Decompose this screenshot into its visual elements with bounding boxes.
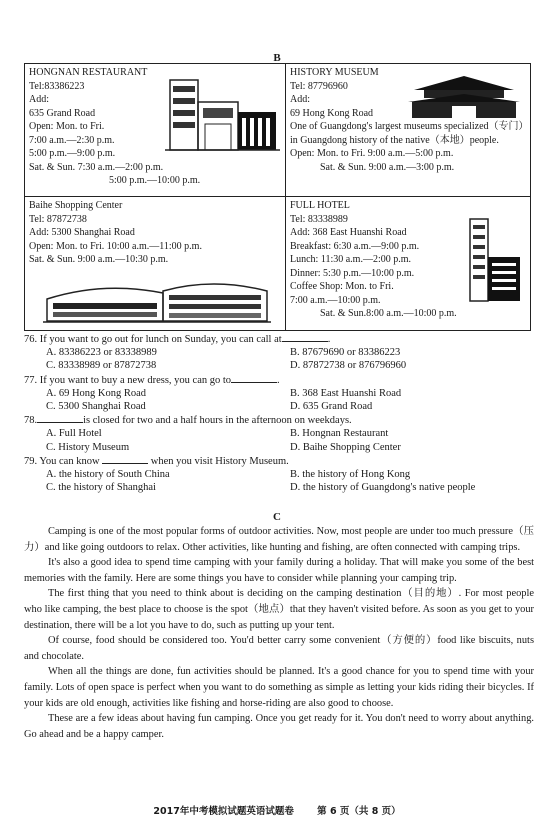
hotel-building-illustration — [464, 217, 524, 303]
museum-description: One of Guangdong's largest museums specialized（专门）in Guangdong history of the native（本地）people. — [290, 121, 524, 146]
option-d: D. 87872738 or 876796960 — [290, 360, 407, 372]
question-stem-post: . — [277, 374, 280, 386]
question-76 — [24, 332, 534, 373]
footer-title: 2017年中考模拟试题英语试题卷 — [153, 806, 294, 817]
option-d: D. 635 Grand Road — [290, 401, 373, 413]
museum-title: HISTORY MUSEUM — [290, 67, 379, 78]
passage-paragraph-5: When all the things are done, fun activities should be planned. It's a good chance for you to spend time with your family. Lots of open space is perfect when you want to do something as simple as letting your kids riding their bicycles. If your kids are old enough, activities like fishing and horse-riding are also good to choose. — [24, 666, 534, 709]
shopping-title: Baihe Shopping Center — [29, 200, 123, 211]
museum-hours-1: Open: Mon. to Fri. 9:00 a.m.—5:00 p.m. — [290, 148, 454, 159]
shopping-hours-1: Open: Mon. to Fri. 10:00 a.m.—11:00 p.m. — [29, 240, 202, 252]
restaurant-hours-2: 5:00 p.m.—9:00 p.m. — [29, 148, 116, 159]
option-c: C. History Museum — [46, 441, 130, 453]
option-d: D. Baihe Shopping Center — [290, 441, 401, 453]
question-78 — [24, 413, 534, 454]
answer-blank — [231, 373, 277, 383]
passage-paragraph-2: It's also a good idea to spend time camping with your family during a holiday. That will make you some of the best memories with the family. Here are some things you have to consider while planning your camping trip. — [24, 557, 534, 584]
question-stem-pre: 76. If you want to go out for lunch on Sunday, you can call at — [24, 334, 282, 345]
museum-tel: Tel: 87796960 — [290, 80, 348, 92]
question-stem-pre: 79. You can know — [24, 455, 100, 467]
question-stem-post: when you visit History Museum. — [150, 455, 289, 467]
shopping-address: Add: 5300 Shanghai Road — [29, 227, 135, 238]
restaurant-add-label: Add: — [29, 94, 49, 105]
museum-hours-2: Sat. & Sun. 9:00 a.m.—3:00 p.m. — [320, 161, 455, 173]
question-79 — [24, 454, 534, 495]
hotel-tel: Tel: 83338989 — [290, 213, 348, 225]
hotel-coffee-hours-2: Sat. & Sun.8:00 a.m.—10:00 p.m. — [320, 308, 457, 319]
option-b: B. Hongnan Restaurant — [290, 428, 389, 440]
option-c: C. the history of Shanghai — [46, 482, 156, 494]
restaurant-building-illustration — [165, 72, 280, 152]
option-d: D. the history of Guangdong's native people — [290, 482, 476, 494]
hotel-breakfast: Breakfast: 6:30 a.m.—9:00 p.m. — [290, 240, 420, 252]
question-stem-pre: 78. — [24, 415, 38, 427]
restaurant-ad — [25, 64, 286, 197]
passage-paragraph-6: These are a few ideas about having fun camping. Once you get ready for it. You don't need to worry about anything. Go ahead and be a happy camper. — [24, 713, 534, 740]
passage-paragraph-1: Camping is one of the most popular forms of outdoor activities. Now, most people are under too much pressure（压力）and like going outdoors to relax. Other activities, like hunting and fishing, are often connected with camping trips. — [24, 526, 534, 553]
questions-section — [24, 332, 534, 494]
hotel-lunch: Lunch: 11:30 a.m.—2:00 p.m. — [290, 254, 412, 265]
shopping-building-illustration — [43, 277, 271, 325]
hotel-title: FULL HOTEL — [290, 200, 350, 211]
restaurant-hours-4: 5:00 p.m.—10:00 p.m. — [109, 175, 201, 186]
hotel-coffee-hours-1: 7:00 a.m.—10:00 p.m. — [290, 294, 381, 306]
hotel-address: Add: 368 East Huanshi Road — [290, 227, 407, 238]
ads-grid — [24, 63, 531, 331]
passage-paragraph-3: The first thing that you need to think about is deciding on the camping destination（目的地）. For most people who like camping, the best place to choose is the spot（地点）that they haven't visited before. As soon as you get to your destination, there will be a lot you have to do, such as putting up your tent. — [24, 588, 534, 631]
museum-address: 69 Hong Kong Road — [290, 107, 374, 119]
shopping-ad — [25, 197, 286, 330]
option-a: A. the history of South China — [46, 469, 170, 481]
footer-page-number: 第 6 页（共 8 页） — [317, 806, 401, 817]
reading-passage — [24, 524, 534, 742]
passage-paragraph-4: Of course, food should be considered too. You'd better carry some convenient（方便的）food like biscuits, nuts and chocolate. — [24, 635, 534, 662]
option-b: B. 368 East Huanshi Road — [290, 387, 402, 399]
hotel-dinner: Dinner: 5:30 p.m.—10:00 p.m. — [290, 267, 415, 279]
option-c: C. 83338989 or 87872738 — [46, 360, 157, 372]
question-stem-pre: 77. If you want to buy a new dress, you can go to — [24, 374, 232, 386]
question-77 — [24, 373, 534, 414]
restaurant-hours-3: Sat. & Sun. 7:30 a.m.—2:00 p.m. — [29, 161, 164, 173]
museum-add-label: Add: — [290, 94, 310, 105]
restaurant-title: HONGNAN RESTAURANT — [29, 67, 148, 78]
option-c: C. 5300 Shanghai Road — [46, 401, 146, 413]
page-footer — [0, 803, 554, 817]
restaurant-address: 635 Grand Road — [29, 107, 96, 119]
answer-blank — [282, 332, 328, 342]
question-stem-post: . — [327, 334, 331, 345]
hotel-coffee-shop: Coffee Shop: Mon. to Fri. — [290, 281, 394, 292]
option-a: A. 83386223 or 83338989 — [46, 347, 157, 359]
option-b: B. the history of Hong Kong — [290, 469, 411, 481]
shopping-hours-2: Sat. & Sun. 9:00 a.m.—10:30 p.m. — [29, 254, 169, 265]
question-stem-post: is closed for two and a half hours in the afternoon on weekdays. — [83, 415, 352, 427]
museum-ad — [286, 64, 530, 197]
option-a: A. 69 Hong Kong Road — [46, 387, 147, 399]
hotel-ad — [286, 197, 530, 330]
answer-blank — [37, 413, 83, 423]
restaurant-tel: Tel:83386223 — [29, 80, 85, 92]
section-b-heading: B — [273, 52, 281, 64]
shopping-tel: Tel: 87872738 — [29, 213, 87, 225]
answer-blank — [102, 454, 148, 464]
option-a: A. Full Hotel — [46, 428, 102, 440]
section-c-heading: C — [273, 511, 281, 523]
museum-building-illustration — [404, 72, 524, 120]
restaurant-open: Open: Mon. to Fri. — [29, 121, 105, 132]
option-b: B. 87679690 or 83386223 — [290, 347, 401, 359]
restaurant-hours-1: 7:00 a.m.—2:30 p.m. — [29, 134, 115, 146]
